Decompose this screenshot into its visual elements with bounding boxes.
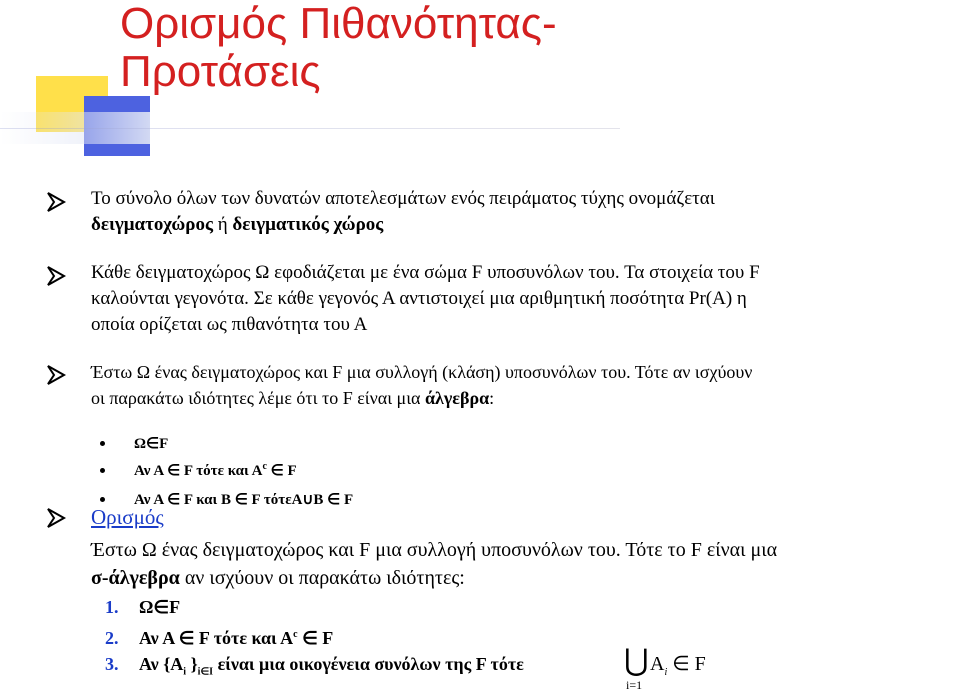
slide-title-line2: Προτάσεις (120, 47, 321, 96)
algebra-property-1: Ω∈F (134, 436, 169, 452)
sigma-property-1 (105, 595, 180, 619)
term-sigma-algebra: σ-άλγεβρα (91, 567, 180, 589)
index-subscript: i (183, 666, 187, 678)
dot-bullet-icon (100, 497, 105, 502)
slide-title-line1: Ορισμός Πιθανότητας- (120, 0, 557, 48)
term-sample-domain: δειγματικός χώρος (232, 214, 384, 235)
bullet-text-line: Έστω Ω ένας δειγματοχώρος και F μια συλλογή (κλάση) υποσυνόλων του. Τότε αν ισχύουν (91, 362, 753, 382)
definition-line (91, 564, 957, 592)
item-text: Ω∈F (139, 597, 181, 617)
term-sample-space: δειγματοχώρος (91, 214, 213, 235)
slide-title (120, 0, 557, 96)
arrowhead-bullet-icon (42, 190, 70, 214)
bullet-text-line: Κάθε δειγματοχώρος Ω εφοδιάζεται με ένα σώμα F υποσυνόλων του. Τα στοιχεία του F (91, 262, 760, 283)
bullet-connector: ή (212, 214, 233, 235)
definition-heading-wrap (91, 504, 957, 532)
definition-link[interactable]: Ορισμός (91, 505, 164, 529)
item-text-end: ∈ F (297, 628, 334, 648)
arrowhead-bullet-icon (42, 264, 70, 288)
item-number: 2. (105, 628, 119, 648)
sigma-property-2 (105, 623, 333, 650)
definition-line: Έστω Ω ένας δειγματοχώρος και F μια συλλογή υποσυνόλων του. Τότε το F είναι μια (91, 539, 778, 561)
bullet-text-line (91, 385, 957, 411)
bullet-text-line: Το σύνολο όλων των δυνατών αποτελεσμάτων ενός πειράματος τύχης ονομάζεται (91, 188, 715, 209)
algebra-property-2-membership: ∈ F (270, 463, 297, 479)
algebra-property-3: Αν Α ∈ F και Β ∈ F τότεΑ∪Β ∈ F (134, 492, 354, 508)
bullet-text (91, 186, 957, 238)
union-term-letter: A (650, 653, 665, 675)
sigma-property-3 (105, 652, 524, 685)
item-text: Αν Α ∈ F τότε και Α (139, 628, 294, 648)
item-text: είναι μια οικογένεια συνόλων της F τότε (213, 654, 524, 674)
union-membership: ∈ F (667, 653, 706, 675)
union-term-subscript: i (664, 667, 668, 678)
index-set-subscript: i∈I (197, 666, 214, 678)
dot-bullet-icon (100, 468, 105, 473)
dot-bullet-icon (100, 441, 105, 446)
union-lower-index: i=1 (626, 678, 643, 692)
bullet-text-line: καλούνται γεγονότα. Σε κάθε γεγονός Α αντιστοιχεί μια αριθμητική ποσότητα Pr(A) η (91, 288, 747, 309)
big-union-symbol: ⋃ (624, 643, 649, 678)
algebra-property-2 (134, 461, 297, 480)
decoration-divider-line (0, 128, 620, 129)
definition-line-rest: αν ισχύουν οι παρακάτω ιδιότητες: (179, 567, 465, 589)
bullet-text-segment: : (489, 388, 495, 408)
complement-superscript: c (293, 629, 298, 640)
arrowhead-bullet-icon (42, 506, 70, 530)
definition-text (91, 536, 957, 592)
arrowhead-bullet-icon (42, 363, 70, 387)
item-number: 1. (105, 597, 119, 617)
item-text: Αν {Α (139, 654, 184, 674)
bullet-text (91, 260, 957, 338)
complement-superscript: c (262, 461, 267, 472)
bullet-text-line (91, 212, 957, 238)
term-algebra: άλγεβρα (424, 388, 490, 408)
algebra-property-2-text: Αν Α ∈ F τότε και Α (134, 463, 263, 479)
bullet-text (91, 359, 957, 411)
item-number: 3. (105, 654, 119, 674)
bullet-text-line: οποία ορίζεται ως πιθανότητα του Α (91, 314, 368, 335)
item-text: } (186, 654, 198, 674)
bullet-text-segment: οι παρακάτω ιδιότητες λέμε ότι το F είναι μια (91, 388, 425, 408)
union-term (650, 652, 706, 685)
